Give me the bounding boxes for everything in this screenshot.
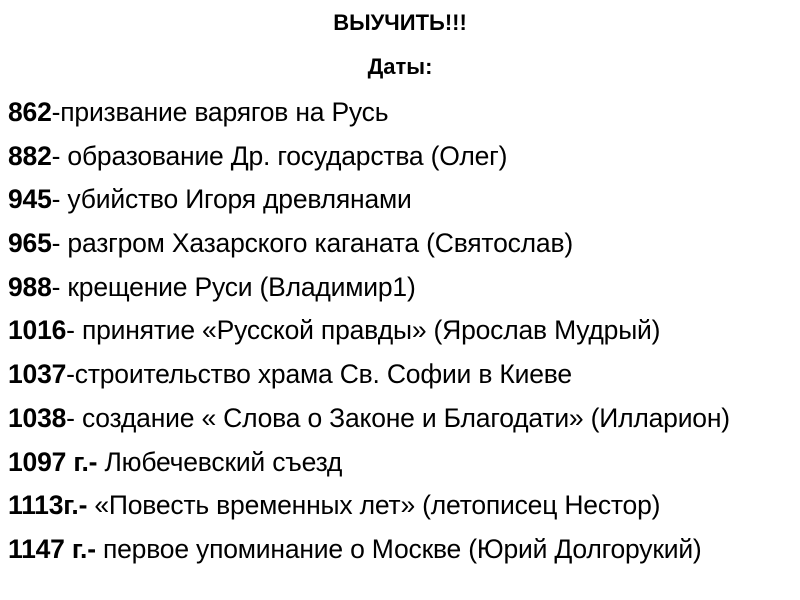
date-label: 1016 (8, 315, 67, 346)
event-text: - разгром Хазарского каганата (Святослав) (51, 228, 573, 259)
event-text: - образование Др. государства (Олег) (51, 140, 508, 171)
list-item (8, 484, 794, 528)
event-text: первое упоминание о Москве (Юрий Долгорукий) (95, 533, 702, 564)
page-title: ВЫУЧИТЬ!!! (333, 10, 467, 35)
section-heading: Даты: (367, 54, 433, 79)
date-label: 1097 г.- (8, 446, 98, 477)
list-item (8, 528, 794, 572)
date-label: 1037 (8, 359, 67, 390)
date-label: 862 (8, 97, 52, 127)
date-label: 988 (8, 271, 52, 302)
list-item (8, 397, 794, 441)
list-item (8, 135, 794, 179)
date-label: 1113г.- (8, 490, 88, 521)
event-text: - крещение Руси (Владимир1) (51, 271, 416, 302)
event-text: - убийство Игоря древлянами (51, 184, 412, 215)
date-label: 965 (8, 228, 52, 259)
event-text: - принятие «Русской правды» (Ярослав Мудрый) (66, 315, 661, 346)
event-text: Любечевский съезд (97, 446, 343, 477)
event-text: -призвание варягов на Русь (51, 97, 389, 127)
list-item (8, 266, 794, 310)
date-label: 1038 (8, 402, 67, 433)
list-item (8, 91, 794, 135)
date-label: 882 (8, 140, 52, 171)
list-item (8, 353, 794, 397)
event-text: -строительство храма Св. Софии в Киеве (66, 359, 572, 390)
dates-list (8, 91, 794, 572)
event-text: «Повесть временных лет» (летописец Нестор) (87, 490, 661, 521)
list-item (8, 222, 794, 266)
list-item (8, 441, 794, 485)
event-text: - создание « Слова о Законе и Благодати» (Илларион) (66, 402, 730, 433)
list-item (8, 178, 794, 222)
date-label: 1147 г.- (8, 533, 96, 564)
list-item (8, 309, 794, 353)
date-label: 945 (8, 184, 52, 215)
